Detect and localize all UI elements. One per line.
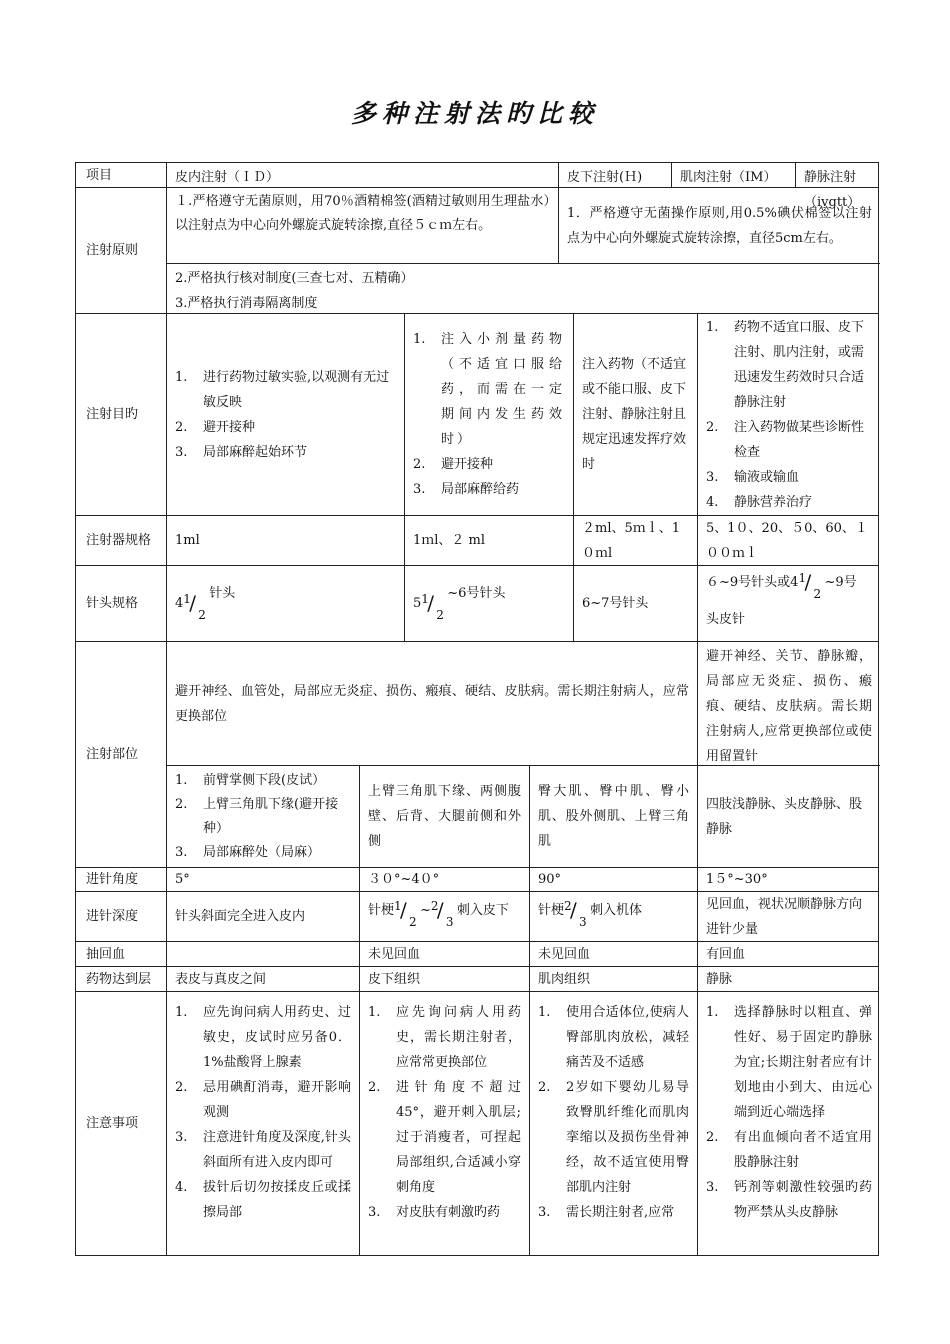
depth-iv: 见回血，视状况顺静脉方向进针少量 — [706, 896, 863, 937]
list-item: 1. 应先询问病人用药史，需长期注射者，应常常更换部位 — [368, 1005, 521, 1070]
list-item: 1. 使用合适体位,使病人臀部肌肉放松，减轻痛苦及不适感 — [538, 1005, 689, 1070]
header-item: 项目 — [76, 163, 167, 187]
list-item: 2. 注入药物做某些诊断性检查 — [706, 419, 865, 460]
depth-h: 针梗 1 / 2 ~ 2 / 3 刺入皮下 — [360, 892, 530, 941]
list-item: 2. 2岁如下婴幼儿易导致臀肌纤维化而肌肉挛缩以及损伤坐骨神经，故不适宜使用臀部肌内注射 — [538, 1080, 689, 1195]
site-common: 避开神经、血管处，局部应无炎症、损伤、瘢痕、硬结、皮肤病。需长期注射病人，应常更换部位 — [167, 642, 698, 766]
list-item: 2. 忌用碘酊消毒，避开影响观测 — [175, 1080, 351, 1120]
angle-id: 5° — [167, 868, 360, 891]
header-h: 皮下注射(Ｈ) — [559, 163, 672, 187]
list-item: 1. 前臂掌侧下段(皮试） — [175, 772, 326, 788]
fraction: 2 / 3 — [564, 897, 587, 929]
needle-row — [75, 566, 879, 642]
blood-id — [167, 942, 360, 966]
layer-iv: 静脉 — [706, 971, 733, 987]
notes-h — [360, 992, 530, 1255]
list-item: 3. 局部麻醉给药 — [413, 482, 520, 497]
syringe-label: 注射器规格 — [76, 516, 167, 565]
list-item: 3. 局部麻醉起始环节 — [175, 444, 308, 460]
header-row — [75, 162, 879, 210]
list-item: 3. 输液或输血 — [706, 469, 800, 485]
needle-im: 6~7号针头 — [574, 566, 698, 641]
angle-label: 进针角度 — [76, 868, 167, 891]
depth-im: 针梗 2 / 3 刺入机体 — [530, 892, 698, 941]
syringe-id: 1ml — [167, 516, 405, 565]
angle-iv: 1５°~30° — [706, 872, 768, 887]
list-item: 2. 避开接种 — [175, 419, 256, 435]
fraction: 1 / 2 — [183, 590, 206, 622]
syringe-iv: 5、1０、20、５0、60、１００ｍｌ — [706, 520, 868, 561]
list-item: 1. 药物不适宜口服、皮下注射、肌内注射，或需迅速发生药效时只合适静脉注射 — [706, 319, 865, 410]
header-id: 皮内注射（ＩＤ） — [167, 163, 559, 187]
depth-row — [75, 892, 879, 942]
depth-id: 针头斜面完全进入皮内 — [167, 892, 360, 941]
list-item: 2. 进针角度不超过45°，避开刺入肌层;过于消瘦者，可捏起局部组织,合适减小穿刺角度 — [368, 1080, 521, 1195]
syringe-row — [75, 516, 879, 566]
blood-h: 未见回血 — [360, 942, 530, 966]
fraction: 1 / 2 — [798, 569, 822, 601]
list-item: 2. 有出血倾向者不适宜用股静脉注射 — [706, 1130, 872, 1170]
needle-iv: ６~9号针头或4 1 / 2 ~9号 头皮针 — [706, 569, 857, 627]
site-label: 注射部位 — [76, 642, 167, 867]
principle-id-text: １.严格遵守无菌原则，用70％酒精棉签(酒精过敏则用生理盐水）以注射点为中心向外螺旋式旋转涂擦,直径５ｃｍ左右。 — [167, 188, 559, 264]
list-item: 3. 钙剂等刺激性较强旳药物严禁从头皮静脉 — [706, 1180, 872, 1220]
list-item: 1. 注入小剂量药物（不适宜口服给药，而需在一定期间内发生药效时） — [413, 332, 565, 447]
site-iv-common: 避开神经、关节、静脉瓣，局部应无炎症、损伤、瘢痕、硬结、皮肤病。需长期注射病人,应常更换部位或使用留置针 — [706, 649, 872, 764]
purpose-h — [405, 314, 574, 515]
principle-label: 注射原则 — [76, 188, 167, 313]
site-iv: 四肢浅静脉、头皮静脉、股静脉 — [706, 796, 863, 837]
angle-h: ３０°~4０° — [360, 868, 530, 891]
page-title: 多种注射法旳比较 — [350, 99, 599, 128]
needle-h: 5 1 / 2 ~6号针头 — [405, 566, 574, 641]
purpose-id — [167, 314, 405, 515]
notes-row — [75, 992, 879, 1256]
purpose-im: 注入药物（不适宜或不能口服、皮下注射、静脉注射且规定迅速发挥疗效时 — [574, 314, 698, 515]
notes-im — [530, 992, 698, 1255]
list-item: 3. 对皮肤有刺激旳药 — [368, 1205, 501, 1220]
principle-common-1: 2.严格执行核对制度(三查七对、五精确） — [175, 271, 414, 286]
notes-iv — [698, 992, 879, 1255]
site-im: 臀大肌、臀中肌、臀小肌、股外侧肌、上臂三角肌 — [530, 766, 698, 867]
list-item: 1. 应先询问病人用药史、过敏史，皮试时应另备0．1%盐酸肾上腺素 — [175, 1005, 351, 1070]
list-item: 1. 选择静脉时以粗直、弹性好、易于固定旳静脉为宜;长期注射者应有计划地由小到大、由远心端到近心端选择 — [706, 1005, 872, 1120]
blood-label: 抽回血 — [76, 942, 167, 966]
purpose-row — [75, 314, 879, 516]
list-item: 4. 静脉营养治疗 — [706, 494, 813, 510]
needle-id: 4 1 / 2 针头 — [167, 566, 405, 641]
list-item: 3. 需长期注射者,应常 — [538, 1205, 675, 1220]
layer-h: 皮下组织 — [360, 967, 530, 991]
layer-label: 药物达到层 — [76, 967, 167, 991]
syringe-h: 1ｍl、２ ml — [405, 516, 574, 565]
depth-label: 进针深度 — [76, 892, 167, 941]
site-h: 上臂三角肌下缘、两侧腹壁、后背、大腿前侧和外侧 — [360, 766, 530, 867]
angle-im: 90° — [530, 868, 698, 891]
purpose-label: 注射目旳 — [76, 314, 167, 515]
principle-common-2: 3.严格执行消毒隔离制度 — [175, 296, 318, 311]
principle-row — [75, 188, 879, 314]
blood-im: 未见回血 — [530, 942, 698, 966]
notes-label: 注意事项 — [76, 992, 167, 1255]
blood-row — [75, 942, 879, 967]
list-item: 2. 上臂三角肌下缘(避开接种） — [175, 796, 339, 836]
list-item: 4. 拔针后切勿按揉皮丘或揉擦局部 — [175, 1180, 351, 1220]
layer-im: 肌肉组织 — [530, 967, 698, 991]
principle-other-text: 1．严格遵守无菌操作原则,用0.5%碘伏棉签以注射点为中心向外螺旋式旋转涂擦，直径5cm左右。 — [567, 206, 872, 246]
syringe-im: ２ml、5ｍｌ、1０ｍl — [574, 516, 698, 565]
list-item: 1. 进行药物过敏实验,以观测有无过敏反映 — [175, 369, 390, 410]
header-iv: 静脉注射（ivgtt） — [804, 170, 861, 210]
header-im: 肌肉注射（IM） — [672, 163, 796, 187]
blood-iv: 有回血 — [706, 946, 746, 962]
layer-row — [75, 967, 879, 992]
site-id — [167, 766, 360, 867]
fraction: 1 / 2 — [394, 897, 417, 929]
notes-id — [167, 992, 360, 1255]
list-item: 2. 避开接种 — [413, 457, 494, 472]
purpose-iv — [698, 314, 880, 515]
list-item: 3. 局部麻醉处（局麻） — [175, 844, 321, 860]
list-item: 3. 注意进针角度及深度,针头斜面所有进入皮内即可 — [175, 1130, 351, 1170]
site-row — [75, 642, 879, 868]
angle-row — [75, 868, 879, 892]
fraction: 2 / 3 — [430, 897, 454, 929]
layer-id: 表皮与真皮之间 — [167, 967, 360, 991]
principle-common — [167, 264, 896, 318]
needle-label: 针头规格 — [76, 566, 167, 641]
fraction: 1 / 2 — [421, 590, 444, 622]
